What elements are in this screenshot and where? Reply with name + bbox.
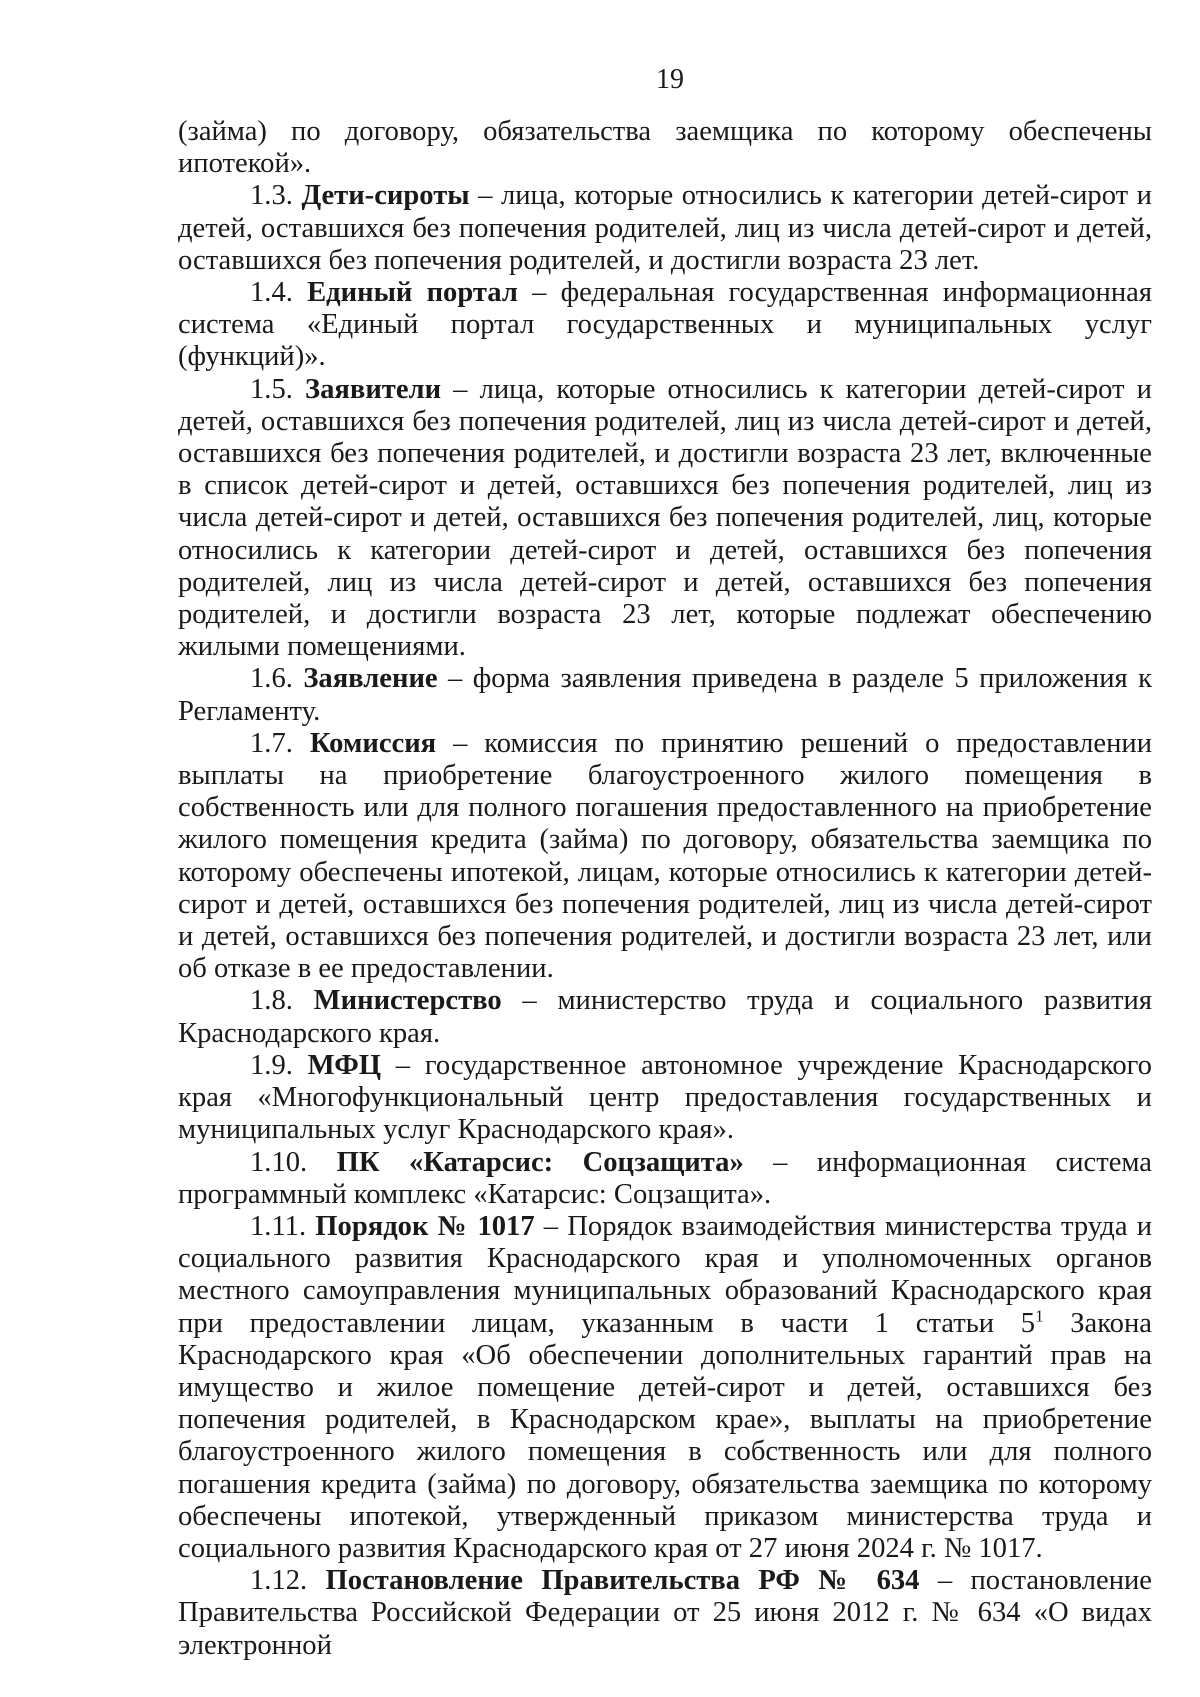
clause-number: 1.10. xyxy=(250,1146,337,1178)
definition-paragraph-1-8 xyxy=(178,985,1152,1049)
superscript-marker: 1 xyxy=(1035,1305,1044,1325)
definition-paragraph-1-11 xyxy=(178,1211,1152,1565)
clause-number: 1.3. xyxy=(250,180,302,212)
clause-number: 1.4. xyxy=(250,277,308,309)
clause-number: 1.5. xyxy=(250,373,306,405)
definition-text: – государственное автономное учреждение Краснодарского края «Многофункциональный центр предоставления государственных и муниципальных услуг Краснодарского края». xyxy=(178,1049,1152,1146)
definition-paragraph-1-10 xyxy=(178,1147,1152,1211)
clause-number: 1.6. xyxy=(250,663,304,695)
definition-text: – постановление Правительства Российской Федерации от 25 июня 2012 г. № 634 «О видах электронной xyxy=(178,1565,1152,1661)
definition-paragraph-1-4 xyxy=(178,277,1152,374)
defined-term: Заявители xyxy=(305,373,442,405)
definition-text: – лица, которые относились к категории детей-сирот и детей, оставшихся без попечения родителей, лиц из числа детей-сирот и детей, оставшихся без попечения родителей, и достигли возраста 23 лет, включенные в список детей-сирот и детей, оставшихся без попечения родителей, лиц из числа детей-сирот и детей, оставшихся без попечения родителей, лиц, которые относились к категории детей-сирот и детей, оставшихся без попечения родителей, лиц из числа детей-сирот и детей, оставшихся без попечения родителей, и достигли возраста 23 лет, которые подлежат обеспечению жилыми помещениями. xyxy=(178,373,1152,663)
definition-paragraph-1-3 xyxy=(178,180,1152,277)
defined-term: Единый портал xyxy=(307,277,518,309)
clause-number: 1.9. xyxy=(250,1049,308,1081)
defined-term: ПК «Катарсис: Соцзащита» xyxy=(336,1146,744,1178)
clause-number: 1.8. xyxy=(250,985,314,1017)
clause-number: 1.7. xyxy=(250,727,310,759)
definition-paragraph-1-9 xyxy=(178,1050,1152,1147)
defined-term: Порядок № 1017 xyxy=(315,1210,535,1242)
paragraph-text: (займа) по договору, обязательства заемщика по которому обеспечены ипотекой». xyxy=(178,116,1152,180)
definition-paragraph-1-12 xyxy=(178,1565,1152,1662)
definition-text: – комиссия по принятию решений о предоставлении выплаты на приобретение благоустроенного жилого помещения в собственность или для полного погашения предоставленного на приобретение жилого помещения кредита (займа) по договору, обязательства заемщика по которому обеспечены ипотекой, лицам, которые относились к категории детей-сирот и детей, оставшихся без попечения родителей, лиц из числа детей-сирот и детей, оставшихся без попечения родителей, и достигли возраста 23 лет, или об отказе в ее предоставлении. xyxy=(178,727,1152,985)
definition-paragraph-1-7 xyxy=(178,728,1152,986)
definition-text: – лица, которые относились к категории детей-сирот и детей, оставшихся без попечения родителей, лиц из числа детей-сирот и детей, оставшихся без попечения родителей, и достигли возраста 23 лет. xyxy=(178,180,1152,276)
document-page xyxy=(178,60,1152,1662)
definition-text: – информационная система программный комплекс «Катарсис: Соцзащита». xyxy=(178,1146,1152,1210)
definition-text: – министерство труда и социального развития Краснодарского края. xyxy=(178,985,1152,1049)
definition-paragraph-1-6 xyxy=(178,663,1152,727)
defined-term: Постановление Правительства РФ № 634 xyxy=(325,1565,920,1597)
definition-text: – Порядок взаимодействия министерства труда и социального развития Краснодарского края и уполномоченных органов местного самоуправления муниципальных образований Краснодарского края при предоставлении лицам, указанным в части 1 статьи 5 xyxy=(178,1210,1152,1339)
clause-number: 1.12. xyxy=(250,1565,326,1597)
definition-text: – федеральная государственная информационная система «Единый портал государственных и муниципальных услуг (функций)». xyxy=(178,277,1153,373)
defined-term: Дети-сироты xyxy=(301,180,470,212)
definition-text-continued: Закона Краснодарского края «Об обеспечении дополнительных гарантий прав на имущество и жилое помещение детей-сирот и детей, оставшихся без попечения родителей, в Краснодарском крае», выплаты на приобретение благоустроенного жилого помещения в собственность или для полного погашения кредита (займа) по договору, обязательства заемщика по которому обеспечены ипотекой, утвержденный приказом министерства труда и социального развития Краснодарского края от 27 июня 2024 г. № 1017. xyxy=(178,1307,1152,1564)
defined-term: МФЦ xyxy=(307,1049,382,1081)
defined-term: Министерство xyxy=(313,985,502,1017)
definition-text: – форма заявления приведена в разделе 5 приложения к Регламенту. xyxy=(178,663,1152,727)
definition-paragraph-1-5 xyxy=(178,374,1152,664)
defined-term: Заявление xyxy=(303,663,438,695)
paragraph-continuation xyxy=(178,116,1152,180)
clause-number: 1.11. xyxy=(250,1210,316,1242)
defined-term: Комиссия xyxy=(309,727,437,759)
page-number: 19 xyxy=(656,64,684,95)
